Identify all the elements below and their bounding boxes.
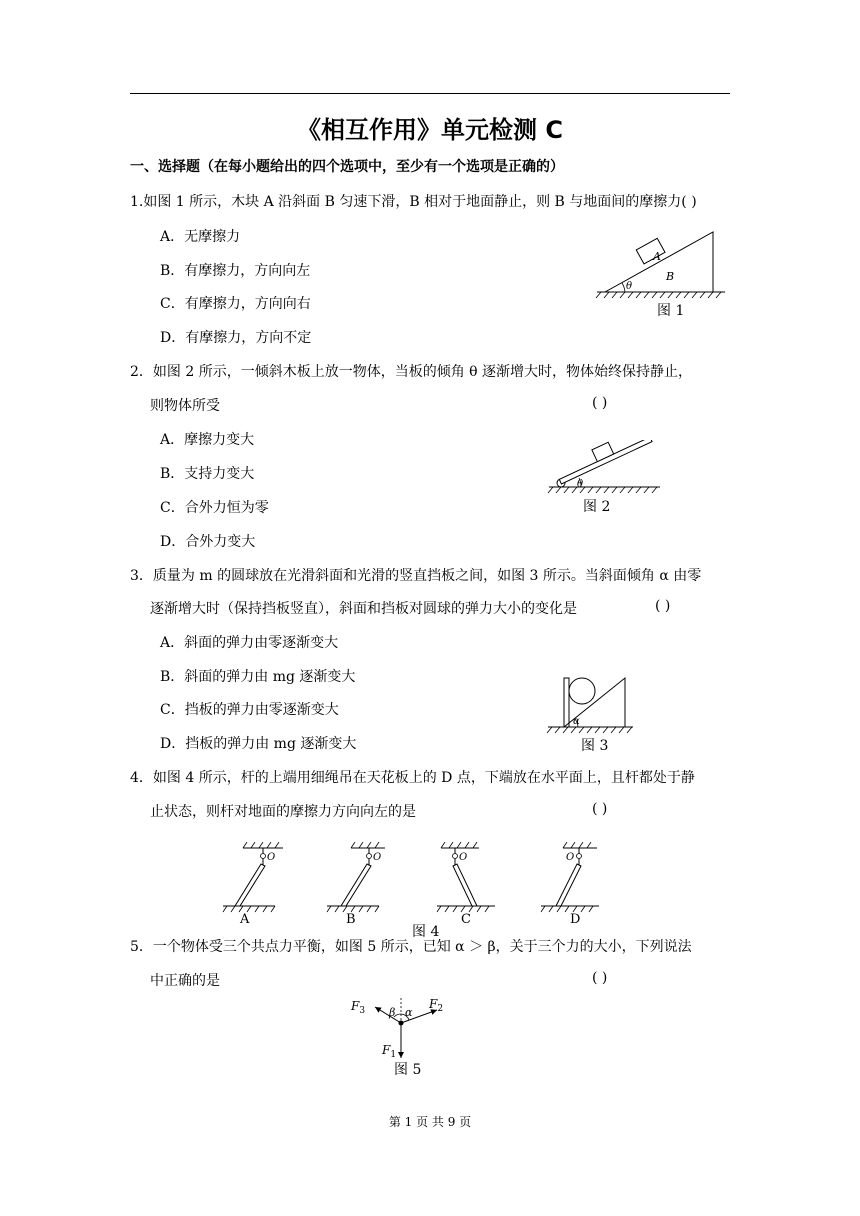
fig1-label-b: B: [666, 270, 675, 283]
fig1-label-theta: θ: [626, 281, 633, 292]
q4-answer-paren: ( ): [592, 801, 608, 817]
fig4-panel-d: [541, 842, 599, 926]
fig5-f2-label: $F_2$: [429, 997, 444, 1014]
fig3-label-alpha: α: [573, 716, 580, 727]
fig4-a-point-label: O: [267, 852, 276, 863]
page-footer: 第 1 页 共 9 页: [388, 1115, 472, 1129]
q1-option-a: A．无摩擦力: [160, 229, 241, 245]
fig4-panel-b: [327, 842, 385, 926]
fig4-c-label: C: [461, 912, 471, 926]
q3-stem-line1: 3．质量为 m 的圆球放在光滑斜面和光滑的竖直挡板之间，如图 3 所示。当斜面倾角 α 由零: [130, 568, 702, 584]
q1-option-d: D．有摩擦力，方向不定: [160, 330, 312, 346]
q2-option-c: C．合外力恒为零: [160, 500, 269, 516]
q3-option-d: D．挡板的弹力由 mg 逐渐变大: [160, 736, 357, 752]
q2-stem-line1: 2．如图 2 所示，一倾斜木板上放一物体，当板的倾角 θ 逐渐增大时，物体始终保持静止，: [130, 364, 693, 380]
section-heading: 一、选择题（在每小题给出的四个选项中，至少有一个选项是正确的）: [130, 159, 564, 175]
figure-3: [545, 672, 635, 734]
q5-stem-line1: 5．一个物体受三个共点力平衡，如图 5 所示，已知 α ＞ β，关于三个力的大小，下列说法: [130, 939, 692, 955]
q3-option-a: A．斜面的弹力由零逐渐变大: [160, 635, 339, 651]
fig4-b-point-label: O: [373, 852, 382, 863]
fig4-c-point-label: O: [459, 852, 468, 863]
fig4-a-label: A: [240, 912, 250, 926]
q1-option-c: C．有摩擦力，方向向右: [160, 296, 311, 312]
q3-answer-paren: ( ): [655, 598, 671, 614]
q3-option-b: B．斜面的弹力由 mg 逐渐变大: [160, 669, 356, 685]
fig1-caption: 图 1: [657, 303, 685, 319]
fig4-d-point-label: O: [566, 852, 575, 863]
q1-stem: 1.如图 1 所示，木块 A 沿斜面 B 匀速下滑，B 相对于地面静止，则 B 与地面间的摩擦力( ): [130, 194, 697, 210]
fig4-d-label: D: [570, 912, 581, 926]
fig1-label-a: A: [653, 250, 661, 263]
q2-stem-line2: 则物体所受: [150, 398, 220, 414]
fig4-b-label: B: [346, 912, 356, 926]
q3-option-c: C．挡板的弹力由零逐渐变大: [160, 702, 339, 718]
q2-option-b: B．支持力变大: [160, 466, 255, 482]
figure-5: [345, 992, 475, 1062]
q5-stem-line2: 中正确的是: [150, 973, 220, 989]
q2-option-d: D．合外力变大: [160, 534, 256, 550]
q4-stem-line2: 止状态，则杆对地面的摩擦力方向向左的是: [150, 804, 416, 820]
header-rule: [130, 93, 730, 94]
q1-option-b: B．有摩擦力，方向向左: [160, 263, 311, 279]
q2-answer-paren: ( ): [592, 395, 608, 411]
fig4-panel-a: [223, 842, 283, 926]
fig3-caption: 图 3: [581, 738, 609, 754]
figure-4: [215, 842, 625, 926]
figure-1: [595, 225, 730, 300]
fig5-beta-label: β: [389, 1006, 396, 1019]
page-title: 《相互作用》单元检测 C: [297, 116, 563, 144]
fig2-label-theta: θ: [577, 479, 584, 490]
q3-stem-line2: 逐渐增大时（保持挡板竖直），斜面和挡板对圆球的弹力大小的变化是: [150, 601, 577, 617]
fig5-f3-label: $F_3$: [351, 999, 366, 1016]
q2-option-a: A．摩擦力变大: [160, 432, 255, 448]
q5-answer-paren: ( ): [592, 970, 608, 986]
fig4-panel-c: [437, 842, 495, 926]
fig5-f1-label: $F_1$: [382, 1043, 397, 1060]
fig4-caption: 图 4: [412, 924, 440, 940]
fig2-caption: 图 2: [583, 499, 611, 515]
q4-stem-line1: 4．如图 4 所示，杆的上端用细绳吊在天花板上的 D 点，下端放在水平面上，且杆都处于静: [130, 770, 695, 786]
fig5-caption: 图 5: [394, 1062, 422, 1078]
figure-2: [545, 440, 665, 496]
fig5-alpha-label: α: [405, 1006, 413, 1019]
